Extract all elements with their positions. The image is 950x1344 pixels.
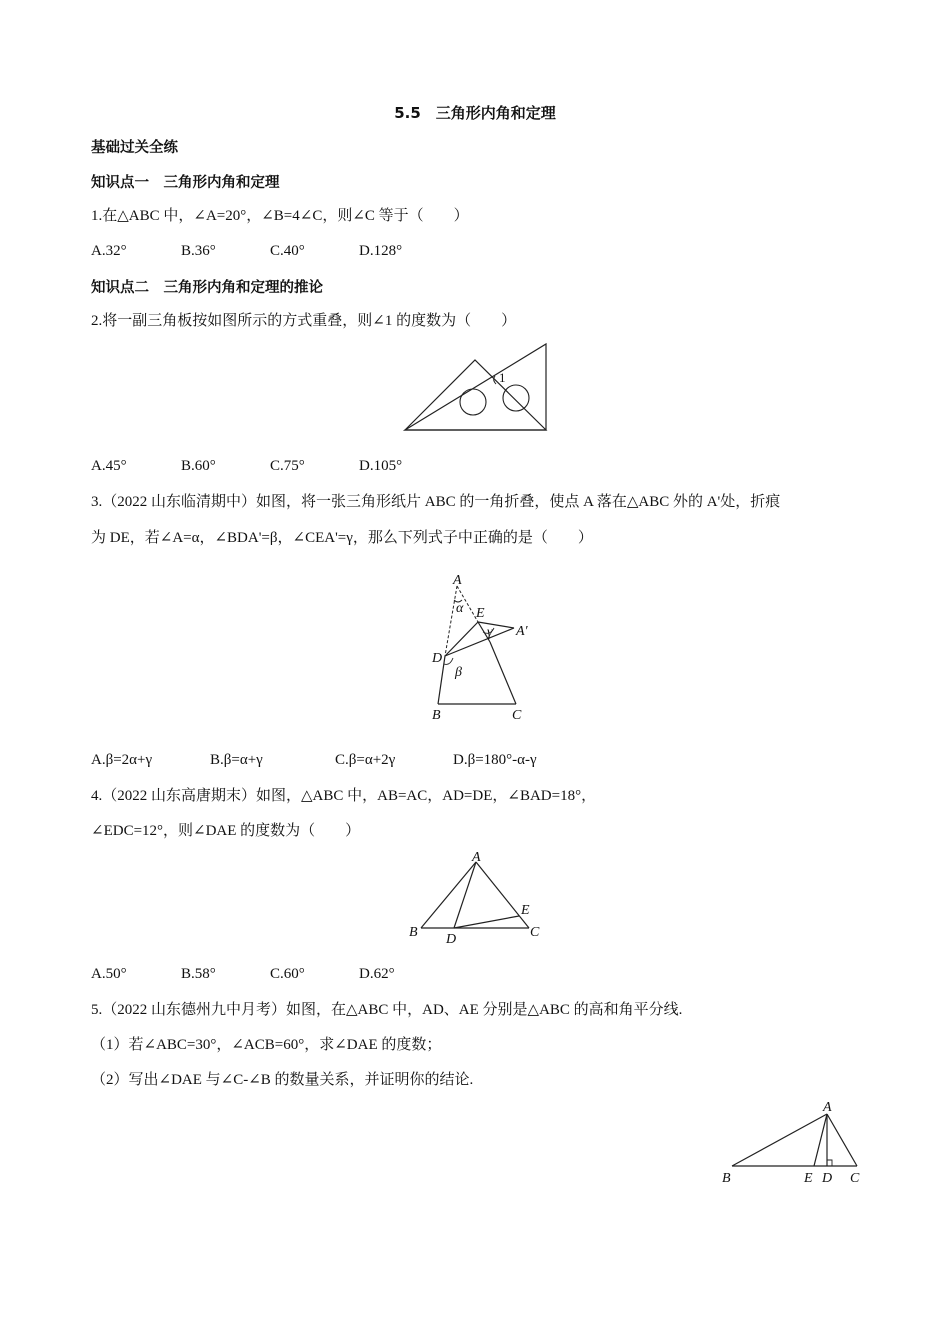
q4-option-d: D.62° xyxy=(359,966,395,982)
q3-label-b: B xyxy=(432,708,441,723)
q4-option-c: C.60° xyxy=(270,966,305,982)
q2-stem: 2.将一副三角板按如图所示的方式重叠，则∠1 的度数为（ ） xyxy=(91,313,517,329)
q1-option-c: C.40° xyxy=(270,243,305,259)
q3-label-gamma: γ xyxy=(487,625,493,640)
q4-label-d: D xyxy=(446,932,457,947)
q3-side-da2 xyxy=(445,628,514,656)
q3-label-beta: β xyxy=(455,665,462,680)
q3-label-a-prime: A′ xyxy=(516,624,528,639)
q4-figure-isosceles xyxy=(405,848,545,946)
q1-option-b: B.36° xyxy=(181,243,216,259)
q5-label-c: C xyxy=(850,1171,860,1186)
q4-option-b: B.58° xyxy=(181,966,216,982)
q5-part2: （2）写出∠DAE 与∠C-∠B 的数量关系，并证明你的结论. xyxy=(91,1072,474,1088)
q2-option-c: C.75° xyxy=(270,458,305,474)
knowledge-point-1: 知识点一 三角形内角和定理 xyxy=(91,175,280,191)
page-title: 5.5 三角形内角和定理 xyxy=(394,104,556,122)
q2-figure-triangle-rulers xyxy=(400,340,552,436)
q4-label-b: B xyxy=(409,925,418,940)
q5-bisector-ae xyxy=(814,1114,827,1166)
q2-ruler-triangle-45 xyxy=(405,360,546,430)
q4-stem-line1: 4.（2022 山东高唐期末）如图，△ABC 中，AB=AC，AD=DE，∠BAD=18°， xyxy=(91,788,597,804)
q1-stem: 1.在△ABC 中，∠A=20°，∠B=4∠C，则∠C 等于（ ） xyxy=(91,208,469,224)
q4-side-ab xyxy=(421,862,476,928)
q5-stem: 5.（2022 山东德州九中月考）如图，在△ABC 中，AD、AE 分别是△ABC 的高和角平分线. xyxy=(91,1002,683,1018)
q3-label-d: D xyxy=(432,651,443,666)
q4-side-ac xyxy=(476,862,529,928)
q5-label-a: A xyxy=(823,1100,832,1115)
q5-side-ab xyxy=(732,1114,827,1166)
q2-ruler-triangle-30 xyxy=(405,344,546,430)
q3-option-b: B.β=α+γ xyxy=(210,752,263,768)
q5-figure-altitude-bisector xyxy=(718,1096,868,1188)
q5-label-b: B xyxy=(722,1171,731,1186)
q2-option-d: D.105° xyxy=(359,458,403,474)
q4-label-e: E xyxy=(521,903,530,918)
q5-part1: （1）若∠ABC=30°，∠ACB=60°，求∠DAE 的度数； xyxy=(91,1037,442,1053)
q1-option-d: D.128° xyxy=(359,243,403,259)
q5-side-ac xyxy=(827,1114,857,1166)
q4-segment-ad xyxy=(454,862,476,928)
q3-side-ea2 xyxy=(478,622,514,628)
q5-label-e: E xyxy=(804,1171,813,1186)
q2-hole-left xyxy=(460,389,486,415)
q5-right-angle-mark xyxy=(827,1160,832,1166)
q3-stem-line2: 为 DE，若∠A=α，∠BDA'=β，∠CEA'=γ，那么下列式子中正确的是（ ） xyxy=(91,530,593,546)
q3-option-d: D.β=180°-α-γ xyxy=(453,752,537,768)
q3-label-alpha: α xyxy=(456,601,464,616)
section-heading: 基础过关全练 xyxy=(91,140,178,156)
q5-label-d: D xyxy=(822,1171,833,1186)
q2-option-b: B.60° xyxy=(181,458,216,474)
q3-arc-beta xyxy=(444,658,453,664)
q3-label-a: A xyxy=(453,573,462,588)
q4-stem-line2: ∠EDC=12°，则∠DAE 的度数为（ ） xyxy=(91,823,361,839)
q3-option-c: C.β=α+2γ xyxy=(335,752,396,768)
q2-option-a: A.45° xyxy=(91,458,127,474)
q3-side-ec xyxy=(490,642,516,704)
q4-option-a: A.50° xyxy=(91,966,127,982)
q3-figure-fold xyxy=(420,570,540,728)
q3-stem-line1: 3.（2022 山东临清期中）如图，将一张三角形纸片 ABC 的一角折叠，使点 A 落在△ABC 外的 A'处，折痕 xyxy=(91,494,781,510)
q1-option-a: A.32° xyxy=(91,243,127,259)
knowledge-point-2: 知识点二 三角形内角和定理的推论 xyxy=(91,280,323,296)
q2-hole-right xyxy=(503,385,529,411)
q3-label-c: C xyxy=(512,708,522,723)
q4-segment-de xyxy=(454,916,519,928)
q2-angle-label-1: 1 xyxy=(499,370,506,385)
q4-label-a: A xyxy=(472,850,481,865)
q3-label-e: E xyxy=(476,606,485,621)
q4-label-c: C xyxy=(530,925,540,940)
q3-option-a: A.β=2α+γ xyxy=(91,752,153,768)
